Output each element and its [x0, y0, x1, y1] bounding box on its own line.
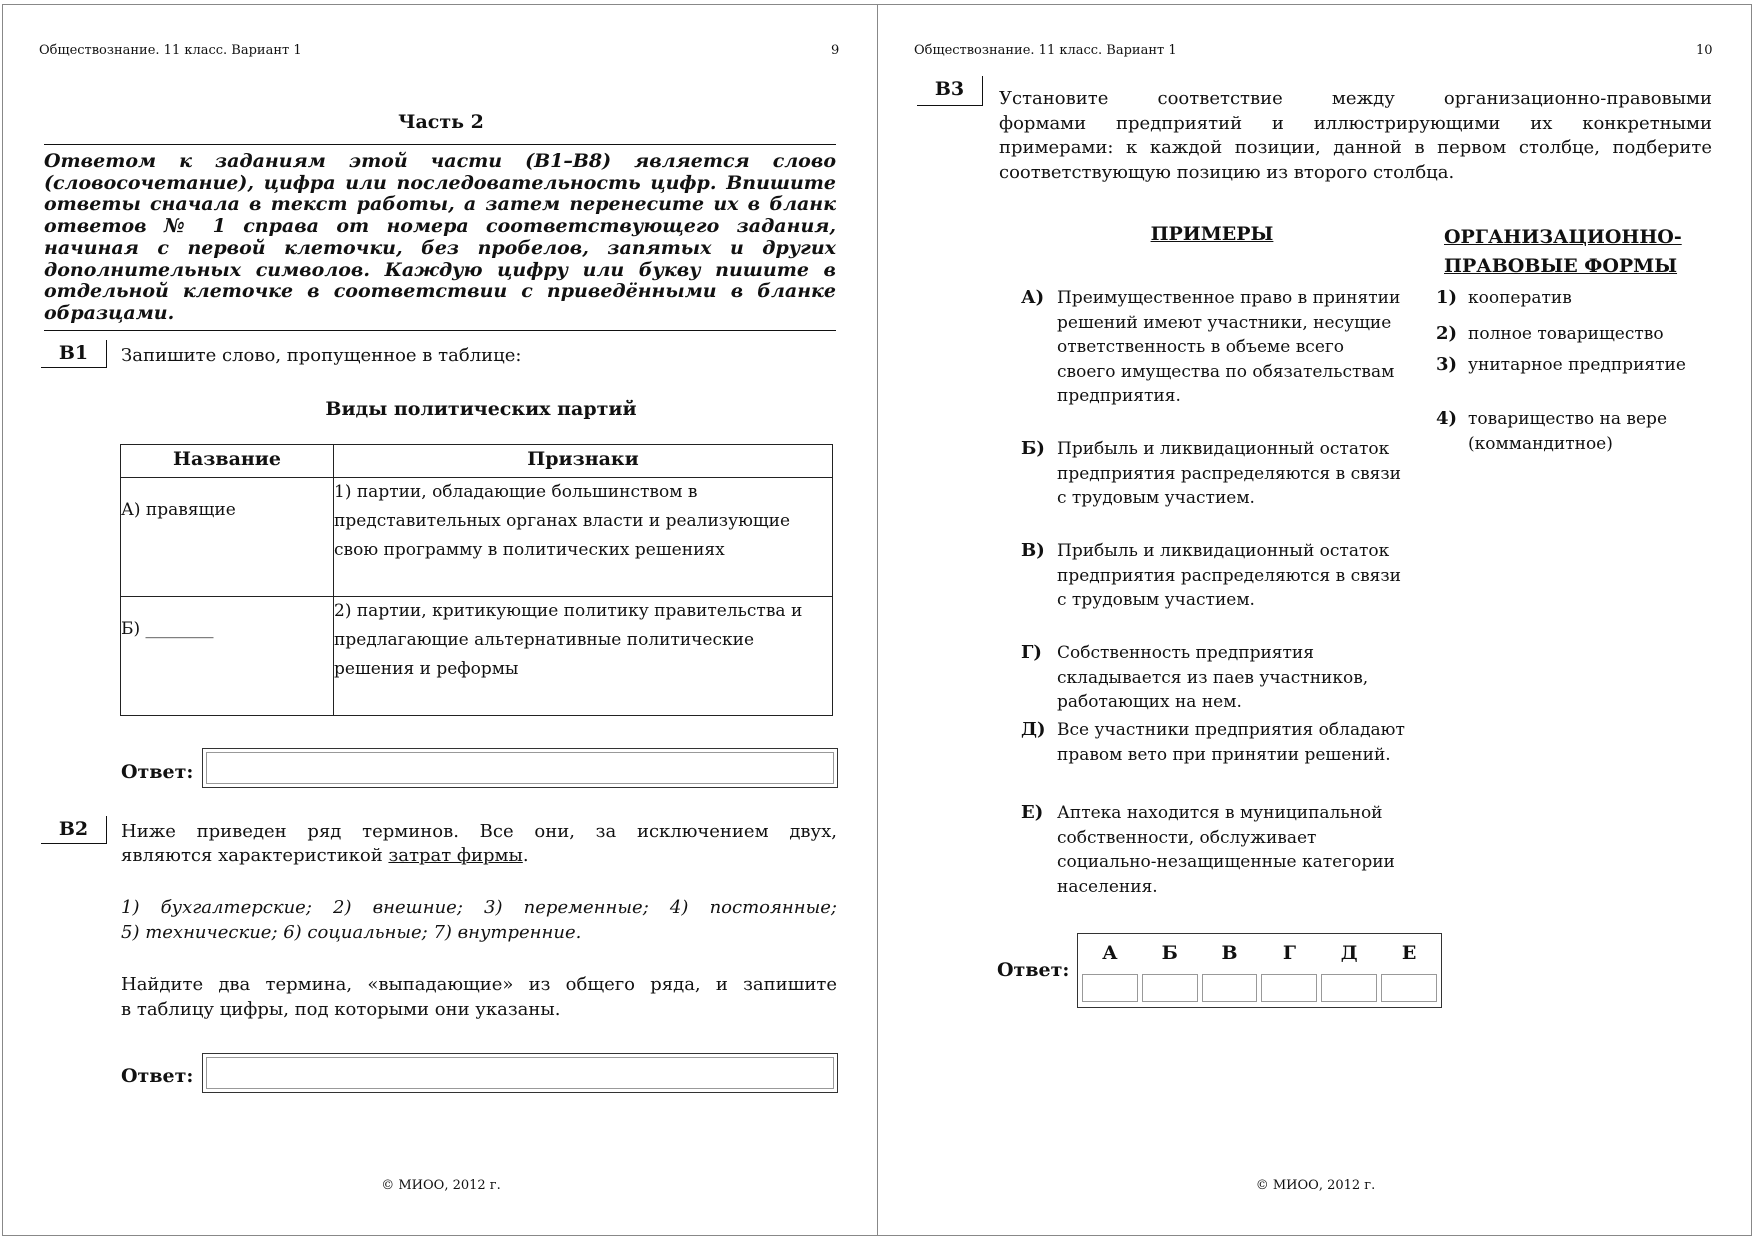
b1-answer-field[interactable] — [202, 748, 838, 788]
answer-cell[interactable] — [1142, 974, 1198, 1002]
instruction-line: (словосочетание), цифра или последовательность цифр. Впишите — [44, 171, 836, 194]
b1-answer-value[interactable] — [206, 752, 834, 784]
form-key: 3) — [1436, 354, 1458, 375]
instruction-line: Ответом к заданиям этой части (В1–В8) является слово — [44, 150, 836, 172]
example-text: Прибыль и ликвидационный остаток предприятия распределяются в связи с трудовым участием. — [1057, 439, 1401, 508]
task-b2-text: Ниже приведен ряд терминов. Все они, за исключением двух, — [121, 821, 837, 842]
example-item — [1021, 437, 1407, 511]
form-key: 4) — [1436, 408, 1458, 429]
page-header: Обществознание. 11 класс. Вариант 1 — [39, 43, 302, 58]
form-item — [1436, 286, 1718, 311]
instruction-line: отдельной клеточке в соответствии с приведёнными в бланке — [44, 280, 836, 303]
answer-cell[interactable] — [1082, 974, 1138, 1002]
example-text: Все участники предприятия обладают правом вето при принятии решений. — [1057, 720, 1405, 765]
answer-column-letter: Б — [1161, 942, 1178, 964]
example-key: Е) — [1021, 802, 1044, 823]
example-key: Б) — [1021, 438, 1045, 459]
forms-title — [1444, 223, 1682, 281]
terms-list: 5) технические; 6) социальные; 7) внутренние. — [121, 922, 582, 943]
answer-label: Ответ: — [997, 959, 1070, 981]
instruction-line: ответов № 1 справа от номера соответствующего задания, — [44, 215, 836, 238]
example-key: А) — [1021, 287, 1045, 308]
terms-list: 1) бухгалтерские; 2) внешние; 3) переменные; 4) постоянные; — [121, 897, 837, 918]
b2-answer-value[interactable] — [206, 1057, 834, 1089]
task-b3-label: В3 — [917, 76, 983, 106]
row-name: А) правящие — [121, 478, 334, 597]
instruction-line: дополнительных символов. Каждую цифру или букву пишите в — [44, 258, 836, 281]
example-item — [1021, 641, 1407, 715]
task-b1-text: Запишите слово, пропущенное в таблице: — [121, 345, 522, 366]
b3-text-line: формами предприятий и иллюстрирующими их конкретными — [999, 112, 1712, 134]
task-b2-instruction: Найдите два термина, «выпадающие» из общего ряда, и запишите — [121, 974, 837, 995]
form-key: 1) — [1436, 287, 1458, 308]
footer: © МИОО, 2012 г. — [381, 1178, 501, 1193]
page-number: 10 — [1696, 43, 1713, 58]
answer-cell[interactable] — [1321, 974, 1377, 1002]
answer-column-letter: Г — [1282, 942, 1296, 964]
b2-answer-field[interactable] — [202, 1053, 838, 1093]
forms-title-line: ОРГАНИЗАЦИОННО- — [1444, 226, 1682, 248]
example-text: Аптека находится в муниципальной собственности, обслуживает социально-незащищенные категории населения. — [1057, 803, 1395, 897]
answer-label: Ответ: — [121, 1065, 194, 1087]
row-features: 1) партии, обладающие большинством в представительных органах власти и реализующие свою программу в политических решениях — [334, 478, 833, 597]
b3-text-line: примерами: к каждой позиции, данной в первом столбце, подберите — [999, 137, 1712, 159]
table-title: Виды политических партий — [325, 398, 637, 420]
example-key: Д) — [1021, 719, 1046, 740]
left-page — [2, 4, 878, 1236]
b3-text-line: соответствующую позицию из второго столбца. — [999, 161, 1455, 183]
example-key: В) — [1021, 540, 1045, 561]
col-header-name: Название — [121, 445, 334, 478]
answer-column — [1200, 936, 1260, 1005]
b3-text-line: Установите соответствие между организационно-правовыми — [999, 88, 1712, 109]
example-item — [1021, 539, 1407, 613]
example-item — [1021, 718, 1407, 767]
form-item — [1436, 322, 1718, 347]
example-key: Г) — [1021, 642, 1042, 663]
form-text: товарищество на вере (коммандитное) — [1468, 409, 1668, 454]
part-title: Часть 2 — [398, 111, 484, 133]
answer-column — [1080, 936, 1140, 1005]
instruction-line: ответы сначала в текст работы, а затем перенесите их в бланк — [44, 193, 836, 216]
example-item — [1021, 286, 1407, 409]
answer-column-letter: Е — [1401, 942, 1417, 964]
col-header-features: Признаки — [334, 445, 833, 478]
answer-cell[interactable] — [1202, 974, 1258, 1002]
row-name-missing: Б) ________ — [121, 597, 334, 716]
footer: © МИОО, 2012 г. — [1255, 1178, 1376, 1193]
text: являются характеристикой — [121, 845, 389, 866]
task-b2-label: В2 — [41, 816, 107, 844]
divider — [44, 330, 836, 331]
forms-title-line: ПРАВОВЫЕ ФОРМЫ — [1444, 255, 1678, 277]
instruction-line: начиная с первой клеточки, без пробелов, запятых и других — [44, 236, 836, 259]
page-header: Обществознание. 11 класс. Вариант 1 — [914, 43, 1177, 58]
task-b2-instruction: в таблицу цифры, под которыми они указаны. — [121, 999, 561, 1020]
underlined-term: затрат фирмы — [388, 845, 523, 866]
form-key: 2) — [1436, 323, 1458, 344]
form-text: полное товарищество — [1468, 324, 1664, 344]
form-text: кооператив — [1468, 288, 1572, 308]
right-page — [877, 4, 1752, 1236]
answer-cell[interactable] — [1261, 974, 1317, 1002]
example-text: Прибыль и ликвидационный остаток предприятия распределяются в связи с трудовым участием. — [1057, 541, 1401, 610]
answer-column — [1140, 936, 1200, 1005]
b3-answer-table — [1077, 933, 1442, 1008]
parties-table — [120, 444, 833, 716]
example-item — [1021, 801, 1407, 899]
divider — [44, 144, 836, 145]
instruction-line: образцами. — [44, 301, 175, 324]
answer-column — [1319, 936, 1379, 1005]
task-b1-label: В1 — [41, 340, 107, 368]
row-features: 2) партии, критикующие политику правительства и предлагающие альтернативные политические решения и реформы — [334, 597, 833, 716]
answer-label: Ответ: — [121, 761, 194, 783]
task-b2-text — [121, 845, 529, 866]
page-number: 9 — [831, 43, 840, 58]
text: . — [522, 845, 529, 866]
form-item — [1436, 407, 1718, 456]
form-item — [1436, 353, 1718, 378]
answer-cell[interactable] — [1381, 974, 1437, 1002]
instructions — [44, 151, 836, 325]
answer-column-letter: А — [1102, 942, 1118, 964]
example-text: Преимущественное право в принятии решений имеют участники, несущие ответственность в объеме всего своего имущества по обязательствам предприятия. — [1057, 288, 1401, 406]
task-b3-text — [999, 87, 1712, 185]
examples-title: ПРИМЕРЫ — [1150, 223, 1274, 245]
answer-column-letter: Д — [1340, 942, 1358, 964]
form-text: унитарное предприятие — [1468, 355, 1686, 375]
answer-column — [1259, 936, 1319, 1005]
answer-column — [1379, 936, 1439, 1005]
answer-column-letter: В — [1221, 942, 1238, 964]
example-text: Собственность предприятия складывается из паев участников, работающих на нем. — [1057, 643, 1369, 712]
